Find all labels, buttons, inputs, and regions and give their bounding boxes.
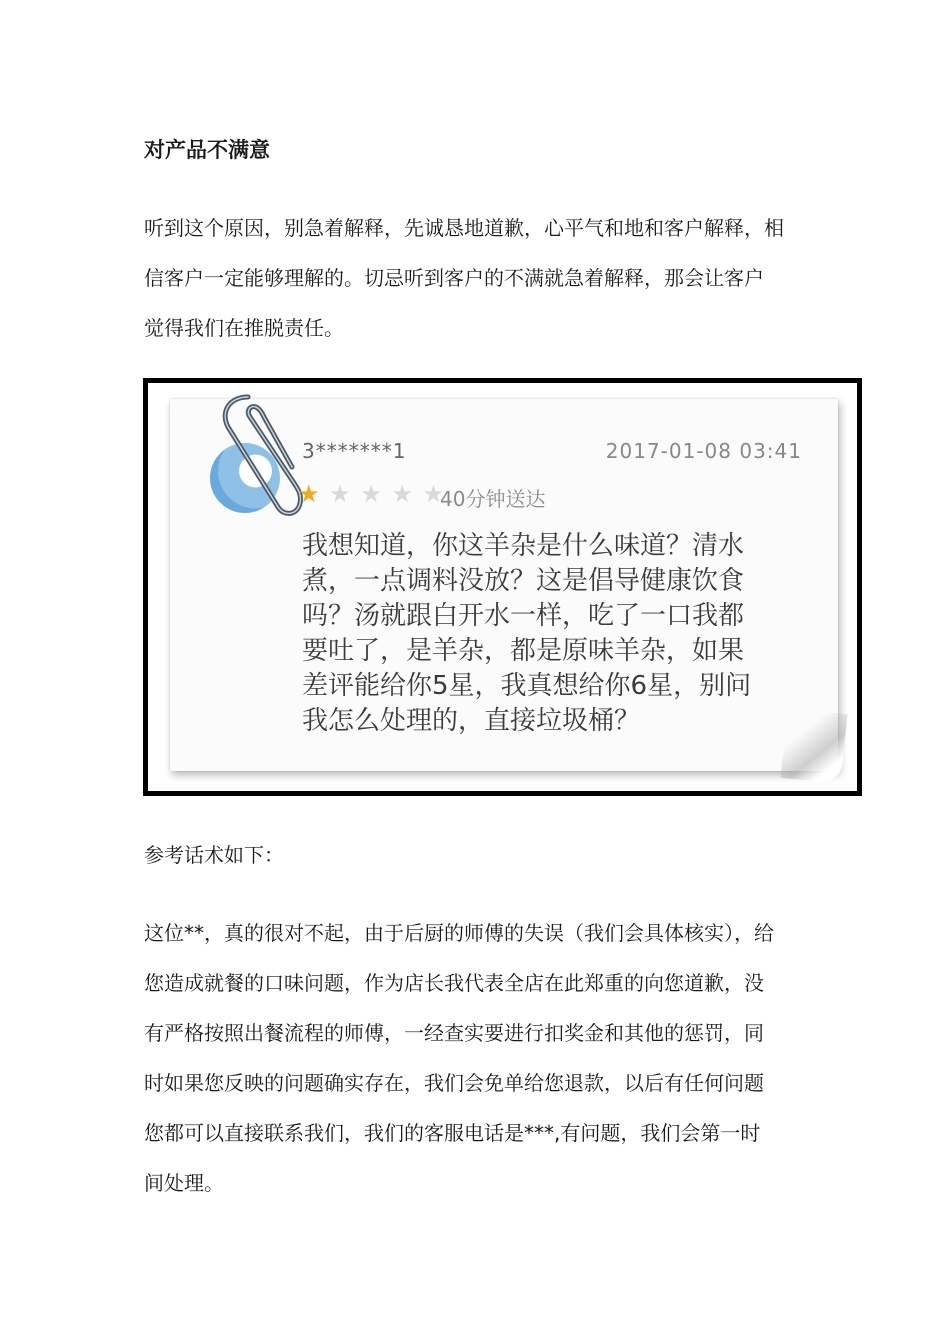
reply-script-paragraph	[144, 908, 814, 1208]
review-timestamp: 2017-01-08 03:41	[605, 439, 802, 463]
paperclip-icon	[200, 391, 310, 521]
review-card	[170, 399, 838, 771]
intro-line: 觉得我们在推脱责任。	[144, 316, 344, 340]
review-text	[302, 529, 822, 739]
intro-paragraph	[144, 203, 814, 353]
intro-line: 听到这个原因，别急着解释，先诚恳地道歉，心平气和地和客户解释，相	[144, 216, 784, 240]
review-text-line: 我想知道，你这羊杂是什么味道？清水	[302, 531, 745, 561]
star-icon: ★	[298, 480, 321, 508]
review-text-line: 我怎么处理的，直接垃圾桶？	[302, 706, 641, 736]
script-line: 您造成就餐的口味问题，作为店长我代表全店在此郑重的向您道歉，没	[144, 971, 764, 995]
intro-line: 信客户一定能够理解的。切忌听到客户的不满就急着解释，那会让客户	[144, 266, 764, 290]
star-rating	[298, 479, 445, 509]
section-title: 对产品不满意	[144, 138, 270, 162]
delivery-time: 40分钟送达	[440, 487, 546, 511]
script-line: 间处理。	[144, 1171, 224, 1195]
reference-heading: 参考话术如下：	[144, 843, 284, 867]
star-icon: ★	[422, 480, 446, 508]
script-line: 时如果您反映的问题确实存在，我们会免单给您退款，以后有任何问题	[144, 1071, 764, 1095]
review-text-line: 差评能给你5星，我真想给你6星，别问	[302, 671, 752, 701]
star-icon: ★	[360, 480, 383, 508]
script-line: 有严格按照出餐流程的师傅，一经查实要进行扣奖金和其他的惩罚，同	[144, 1021, 764, 1045]
review-username: 3*******1	[302, 439, 407, 463]
review-text-line: 煮，一点调料没放？这是倡导健康饮食	[302, 566, 745, 596]
star-icon: ★	[329, 480, 352, 508]
review-text-line: 要吐了，是羊杂，都是原味羊杂，如果	[302, 636, 745, 666]
review-screenshot	[143, 378, 862, 796]
script-line: 这位**，真的很对不起，由于后厨的师傅的失误（我们会具体核实），给	[144, 921, 774, 945]
script-line: 您都可以直接联系我们，我们的客服电话是***,有问题，我们会第一时	[144, 1121, 761, 1145]
review-text-line: 吗？汤就跟白开水一样，吃了一口我都	[302, 601, 745, 631]
star-icon: ★	[391, 480, 414, 508]
page-curl	[781, 708, 848, 784]
